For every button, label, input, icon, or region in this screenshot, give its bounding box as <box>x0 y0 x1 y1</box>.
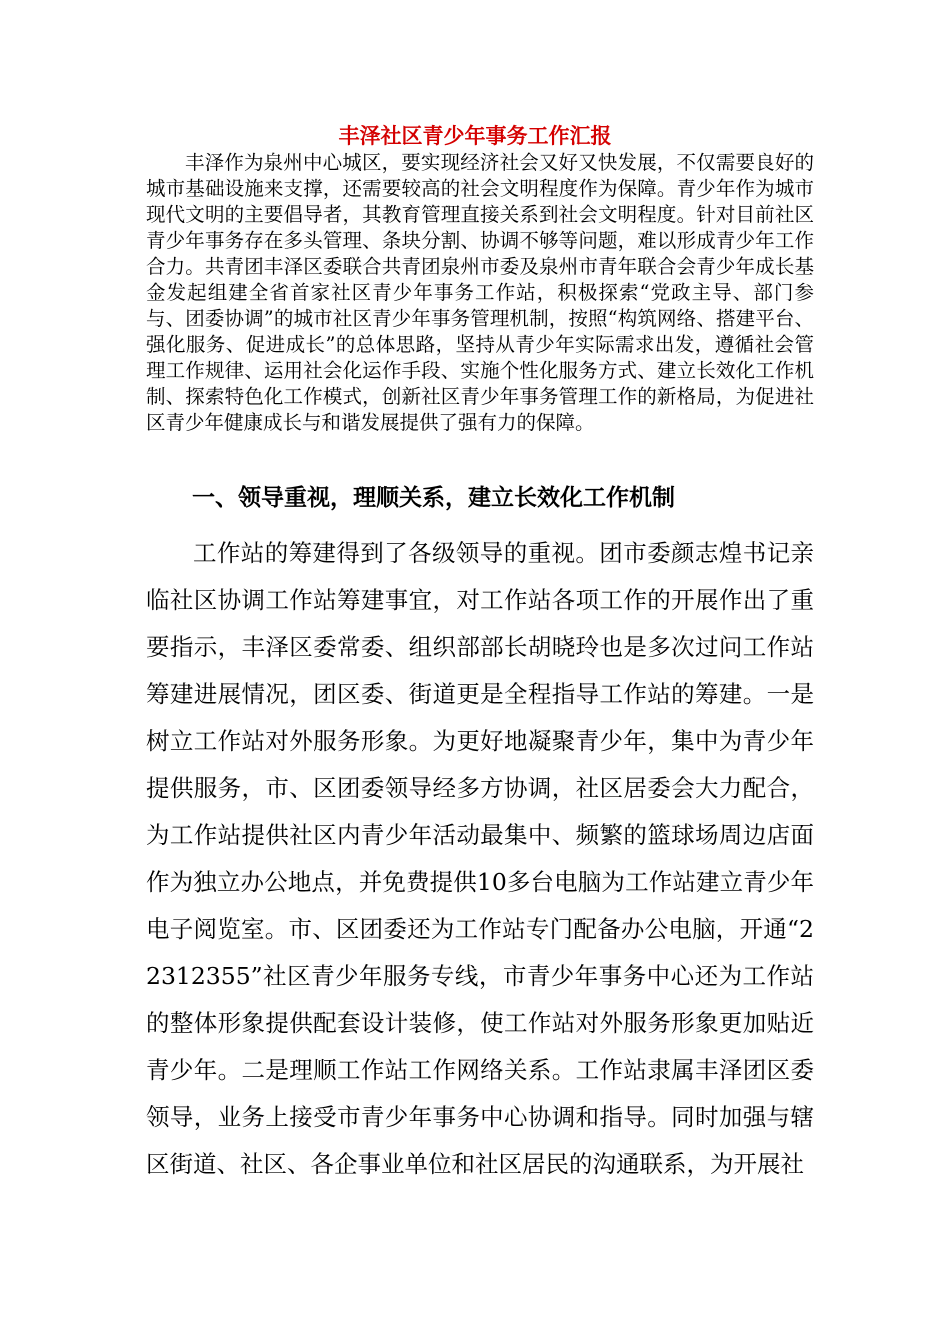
section-heading: 一、领导重视，理顺关系，建立长效化工作机制 <box>192 484 675 511</box>
document-title: 丰泽社区青少年事务工作汇报 <box>338 123 612 148</box>
intro-paragraph: 丰泽作为泉州中心城区，要实现经济社会又好又快发展，不仅需要良好的城市基础设施来支撑，还需要较高的社会文明程度作为保障。青少年作为城市现代文明的主要倡导者，其教育管理直接关系到社会文明程度。针对目前社区青少年事务存在多头管理、条块分割、协调不够等问题，难以形成青少年工作合力。共青团丰泽区委联合共青团泉州市委及泉州市青年联合会青少年成长基金发起组建全省首家社区青少年事务工作站，积极探索“党政主导、部门参与、团委协调”的城市社区青少年事务管理机制，按照“构筑网络、搭建平台、强化服务、促进成长”的总体思路，坚持从青少年实际需求出发，遵循社会管理工作规律、运用社会化运作手段、实施个性化服务方式、建立长效化工作机制、探索特色化工作模式，创新社区青少年事务管理工作的新格局，为促进社区青少年健康成长与和谐发展提供了强有力的保障。 <box>146 151 814 434</box>
body-paragraph: 工作站的筹建得到了各级领导的重视。团市委颜志煌书记亲临社区协调工作站筹建事宜，对工作站各项工作的开展作出了重要指示，丰泽区委常委、组织部部长胡晓玲也是多次过问工作站筹建进展情况，团区委、街道更是全程指导工作站的筹建。一是树立工作站对外服务形象。为更好地凝聚青少年，集中为青少年提供服务，市、区团委领导经多方协调，社区居委会大力配合，为工作站提供社区内青少年活动最集中、频繁的篮球场周边店面作为独立办公地点，并免费提供10多台电脑为工作站建立青少年电子阅览室。市、区团委还为工作站专门配备办公电脑，开通“22312355”社区青少年服务专线，市青少年事务中心还为工作站的整体形象提供配套设计装修，使工作站对外服务形象更加贴近青少年。二是理顺工作站工作网络关系。工作站隶属丰泽团区委领导，业务上接受市青少年事务中心协调和指导。同时加强与辖区街道、社区、各企事业单位和社区居民的沟通联系，为开展社 <box>146 539 814 1178</box>
